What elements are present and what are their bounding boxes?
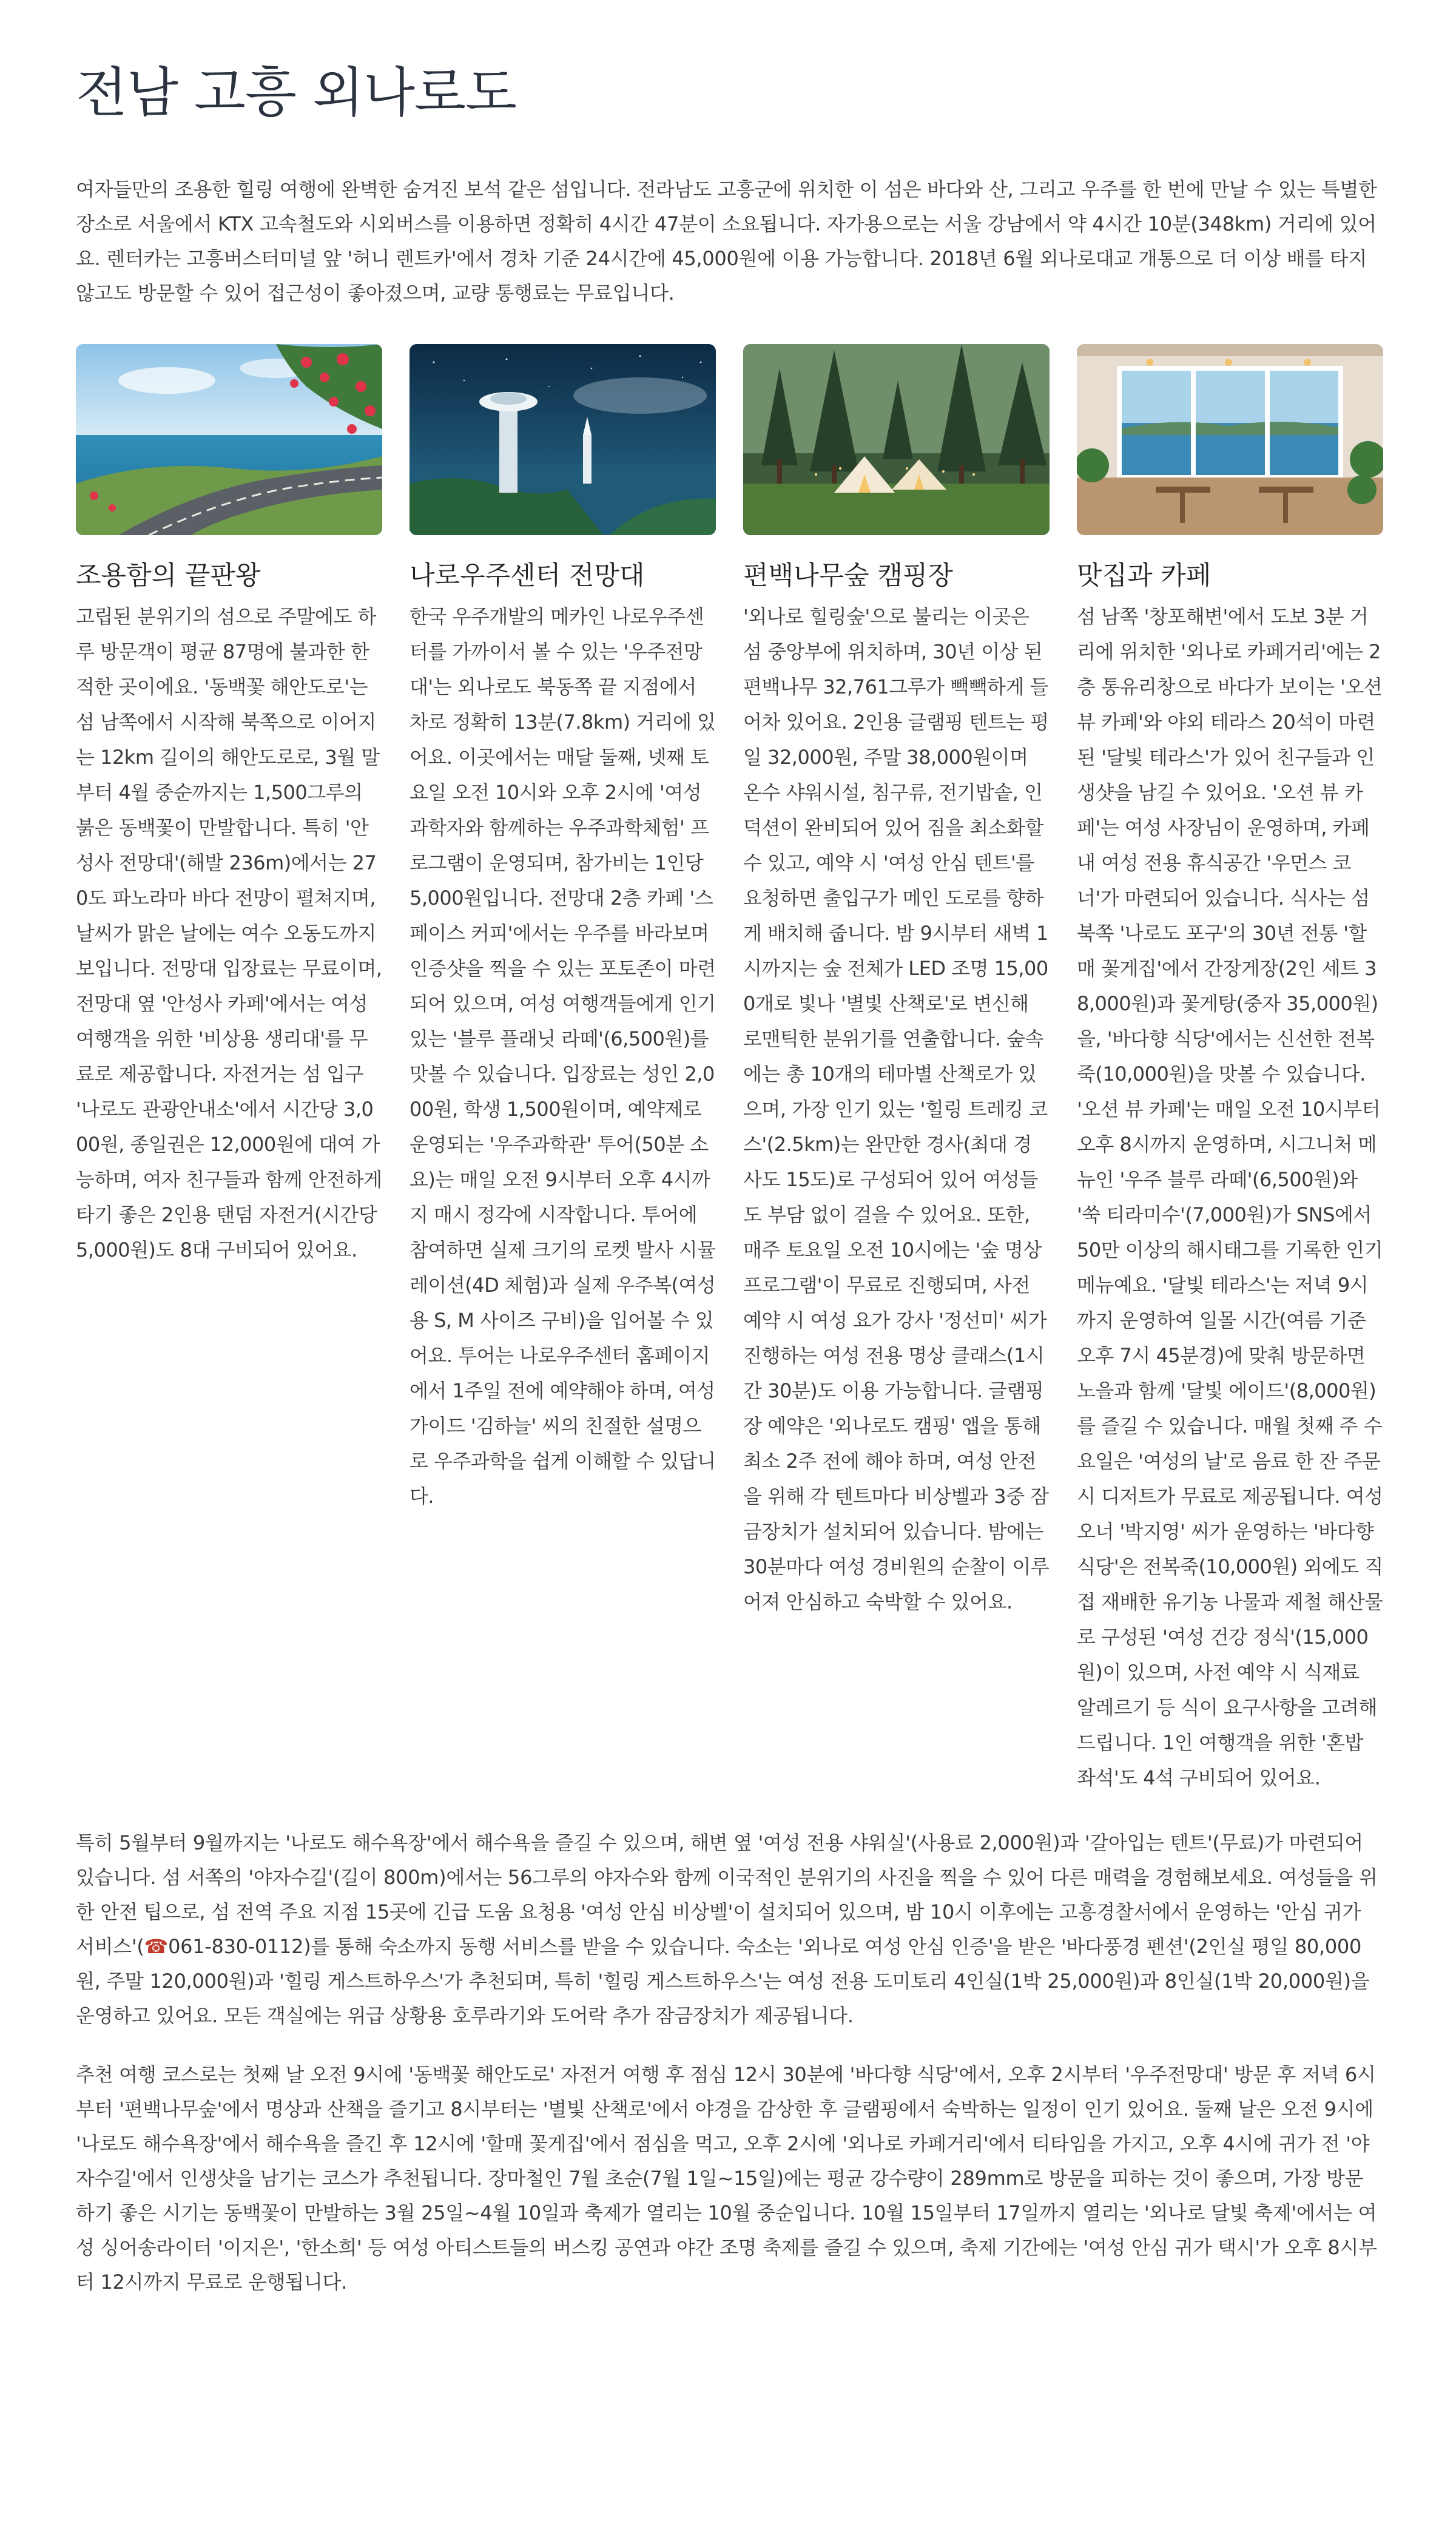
card-text: 고립된 분위기의 섬으로 주말에도 하루 방문객이 평균 87명에 불과한 한적한 곳이에요. '동백꽃 해안도로'는 섬 남쪽에서 시작해 북쪽으로 이어지는 12km 길이의 해안도로로, 3월 말부터 4월 중순까지는 1,500그루의 붉은 동백꽃이 만발합니다. 특히 '안성사 전망대'(해발 236m)에서는 270도 파노라마 바다 전망이 펼쳐지며, 날씨가 맑은 날에는 여수 오동도까지 보입니다. 전망대 입장료는 무료이며, 전망대 옆 '안성사 카페'에서는 여성 여행객을 위한 '비상용 생리대'를 무료로 제공합니다. 자전거는 섬 입구 '나로도 관광안내소'에서 시간당 3,000원, 종일권은 12,000원에 대여 가능하며, 여자 친구들과 함께 안전하게 타기 좋은 2인용 탠덤 자전거(시간당 5,000원)도 8대 구비되어 있어요. <box>76 605 382 1262</box>
feature-card-food-cafe <box>1077 344 1383 1796</box>
safety-paragraph <box>76 1826 1380 2033</box>
observatory-tower-night-photo <box>410 344 716 535</box>
page-title: 전남 고흥 외나로도 <box>76 61 517 124</box>
card-title: 편백나무숲 캠핑장 <box>743 560 953 591</box>
phone-icon: ☎ <box>144 1935 169 1959</box>
glamping-tents-forest-photo <box>743 344 1050 535</box>
safety-text-before: 특히 5월부터 9월까지는 '나로도 해수욕장'에서 해수욕을 즐길 수 있으며, 해변 옆 '여성 전용 샤워실'(사용료 2,000원)과 '갈아입는 텐트'(무료)가 마련되어 있습니다. 섬 서쪽의 '야자수길'(길이 800m)에서는 56그루의 야자수와 함께 이국적인 분위기의 사진을 찍을 수 있어 다른 매력을 경험해보세요. 여성들을 위한 안전 팁으로, 섬 전역 주요 지점 15곳에 긴급 도움 요청용 '여성 안심 비상벨'이 설치되어 있으며, 밤 10시 이후에는 고흥경찰서에서 운영하는 '안심 귀가 서비스'( <box>76 1831 1378 1959</box>
card-text: 한국 우주개발의 메카인 나로우주센터를 가까이서 볼 수 있는 '우주전망대'는 외나로도 북동쪽 끝 지점에서 차로 정확히 13분(7.8km) 거리에 있어요. 이곳에서는 매달 둘째, 넷째 토요일 오전 10시와 오후 2시에 '여성 과학자와 함께하는 우주과학체험' 프로그램이 운영되며, 참가비는 1인당 5,000원입니다. 전망대 2층 카페 '스페이스 커피'에서는 우주를 바라보며 인증샷을 찍을 수 있는 포토존이 마련되어 있으며, 여성 여행객들에게 인기 있는 '블루 플래닛 라떼'(6,500원)를 맛볼 수 있습니다. 입장료는 성인 2,000원, 학생 1,500원이며, 예약제로 운영되는 '우주과학관' 투어(50분 소요)는 매일 오전 9시부터 오후 4시까지 매시 정각에 시작합니다. 투어에 참여하면 실제 크기의 로켓 발사 시뮬레이션(4D 체험)과 실제 우주복(여성용 S, M 사이즈 구비)을 입어볼 수 있어요. 투어는 나로우주센터 홈페이지에서 1주일 전에 예약해야 하며, 여성 가이드 '김하늘' 씨의 친절한 설명으로 우주과학을 쉽게 이해할 수 있답니다. <box>410 605 716 1508</box>
card-title: 조용함의 끝판왕 <box>76 560 261 591</box>
feature-card-camping <box>743 344 1050 1796</box>
card-text: 섬 남쪽 '창포해변'에서 도보 3분 거리에 위치한 '외나로 카페거리'에는 2층 통유리창으로 바다가 보이는 '오션 뷰 카페'와 야외 테라스 20석이 마련된 '달빛 테라스'가 있어 친구들과 인생샷을 남길 수 있어요. '오션 뷰 카페'는 여성 사장님이 운영하며, 카페 내 여성 전용 휴식공간 '우먼스 코너'가 마련되어 있습니다. 식사는 섬 북쪽 '나로도 포구'의 30년 전통 '할매 꽃게집'에서 간장게장(2인 세트 38,000원)과 꽃게탕(중자 35,000원)을, '바다향 식당'에서는 신선한 전복죽(10,000원)을 맛볼 수 있습니다. '오션 뷰 카페'는 매일 오전 10시부터 오후 8시까지 운영하며, 시그니처 메뉴인 '우주 블루 라떼'(6,500원)와 '쑥 티라미수'(7,000원)가 SNS에서 50만 이상의 해시태그를 기록한 인기 메뉴예요. '달빛 테라스'는 저녁 9시까지 운영하여 일몰 시간(여름 기준 오후 7시 45분경)에 맞춰 방문하면 노을과 함께 '달빛 에이드'(8,000원)를 즐길 수 있습니다. 매월 첫째 주 수요일은 '여성의 날'로 음료 한 잔 주문시 디저트가 무료로 제공됩니다. 여성 오너 '박지영' 씨가 운영하는 '바다향 식당'은 전복죽(10,000원) 외에도 직접 재배한 유기농 나물과 제철 해산물로 구성된 '여성 건강 정식'(15,000원)이 있으며, 사전 예약 시 식재료 알레르기 등 식이 요구사항을 고려해 드립니다. 1인 여행객을 위한 '혼밥 좌석'도 4석 구비되어 있어요. <box>1077 605 1383 1790</box>
itinerary-paragraph: 추천 여행 코스로는 첫째 날 오전 9시에 '동백꽃 해안도로' 자전거 여행 후 점심 12시 30분에 '바다향 식당'에서, 오후 2시부터 '우주전망대' 방문 후 저녁 6시부터 '편백나무숲'에서 명상과 산책을 즐기고 8시부터는 '별빛 산책로'에서 야경을 감상한 후 글램핑에서 숙박하는 일정이 인기 있어요. 둘째 날은 오전 9시에 '나로도 해수욕장'에서 해수욕을 즐긴 후 12시에 '할매 꽃게집'에서 점심을 먹고, 오후 2시에 '외나로 카페거리'에서 티타임을 가지고, 오후 4시에 귀가 전 '야자수길'에서 인생샷을 남기는 코스가 추천됩니다. 장마철인 7월 초순(7월 1일~15일)에는 평균 강수량이 289mm로 방문을 피하는 것이 좋으며, 가장 방문하기 좋은 시기는 동백꽃이 만발하는 3월 25일~4월 10일과 축제가 열리는 10월 중순입니다. 10월 15일부터 17일까지 열리는 '외나로 달빛 축제'에서는 여성 싱어송라이터 '이지은', '한소희' 등 여성 아티스트들의 버스킹 공연과 야간 조명 축제를 즐길 수 있으며, 축제 기간에는 '여성 안심 귀가 택시'가 오후 8시부터 12시까지 무료로 운행됩니다. <box>76 2063 1377 2294</box>
phone-number: 061-830-0112 <box>168 1935 304 1959</box>
safety-text-after: )를 통해 숙소까지 동행 서비스를 받을 수 있습니다. 숙소는 '외나로 여성 안심 인증'을 받은 '바다풍경 펜션'(2인실 평일 80,000원, 주말 120,000원)과 '힐링 게스트하우스'가 추천되며, 특히 '힐링 게스트하우스'는 여성 전용 도미토리 4인실(1박 25,000원)과 8인실(1박 20,000원)을 운영하고 있어요. 모든 객실에는 위급 상황용 호루라기와 도어락 추가 잠금장치가 제공됩니다. <box>76 1935 1370 2028</box>
card-title: 맛집과 카페 <box>1077 560 1212 591</box>
card-text: '외나로 힐링숲'으로 불리는 이곳은 섬 중앙부에 위치하며, 30년 이상 된 편백나무 32,761그루가 빽빽하게 들어차 있어요. 2인용 글램핑 텐트는 평일 32,000원, 주말 38,000원이며 온수 샤워시설, 침구류, 전기밥솥, 인덕션이 완비되어 있어 짐을 최소화할 수 있고, 예약 시 '여성 안심 텐트'를 요청하면 출입구가 메인 도로를 향하게 배치해 줍니다. 밤 9시부터 새벽 1시까지는 숲 전체가 LED 조명 15,000개로 빛나 '별빛 산책로'로 변신해 로맨틱한 분위기를 연출합니다. 숲속에는 총 10개의 테마별 산책로가 있으며, 가장 인기 있는 '힐링 트레킹 코스'(2.5km)는 완만한 경사(최대 경사도 15도)로 구성되어 있어 여성들도 부담 없이 걸을 수 있어요. 또한, 매주 토요일 오전 10시에는 '숲 명상 프로그램'이 무료로 진행되며, 사전 예약 시 여성 요가 강사 '정선미' 씨가 진행하는 여성 전용 명상 클래스(1시간 30분)도 이용 가능합니다. 글램핑장 예약은 '외나로도 캠핑' 앱을 통해 최소 2주 전에 해야 하며, 여성 안전을 위해 각 텐트마다 비상벨과 3중 잠금장치가 설치되어 있습니다. 밤에는 30분마다 여성 경비원의 순찰이 이루어져 안심하고 숙박할 수 있어요. <box>743 605 1050 1614</box>
feature-card-space-center <box>410 344 716 1796</box>
feature-grid <box>76 344 1383 1796</box>
ocean-view-cafe-terrace-photo <box>1077 344 1383 535</box>
intro-paragraph: 여자들만의 조용한 힐링 여행에 완벽한 숨겨진 보석 같은 섬입니다. 전라남도 고흥군에 위치한 이 섬은 바다와 산, 그리고 우주를 한 번에 만날 수 있는 특별한 장소로 서울에서 KTX 고속철도와 시외버스를 이용하면 정확히 4시간 47분이 소요됩니다. 자가용으로는 서울 강남에서 약 4시간 10분(348km) 거리에 있어요. 렌터카는 고흥버스터미널 앞 '허니 렌트카'에서 경차 기준 24시간에 45,000원에 이용 가능합니다. 2018년 6월 외나로대교 개통으로 더 이상 배를 타지 않고도 방문할 수 있어 접근성이 좋아졌으며, 교량 통행료는 무료입니다. <box>76 177 1377 305</box>
feature-card-quiet <box>76 344 382 1796</box>
card-title: 나로우주센터 전망대 <box>410 560 645 591</box>
coastal-road-camellia-photo <box>76 344 382 535</box>
